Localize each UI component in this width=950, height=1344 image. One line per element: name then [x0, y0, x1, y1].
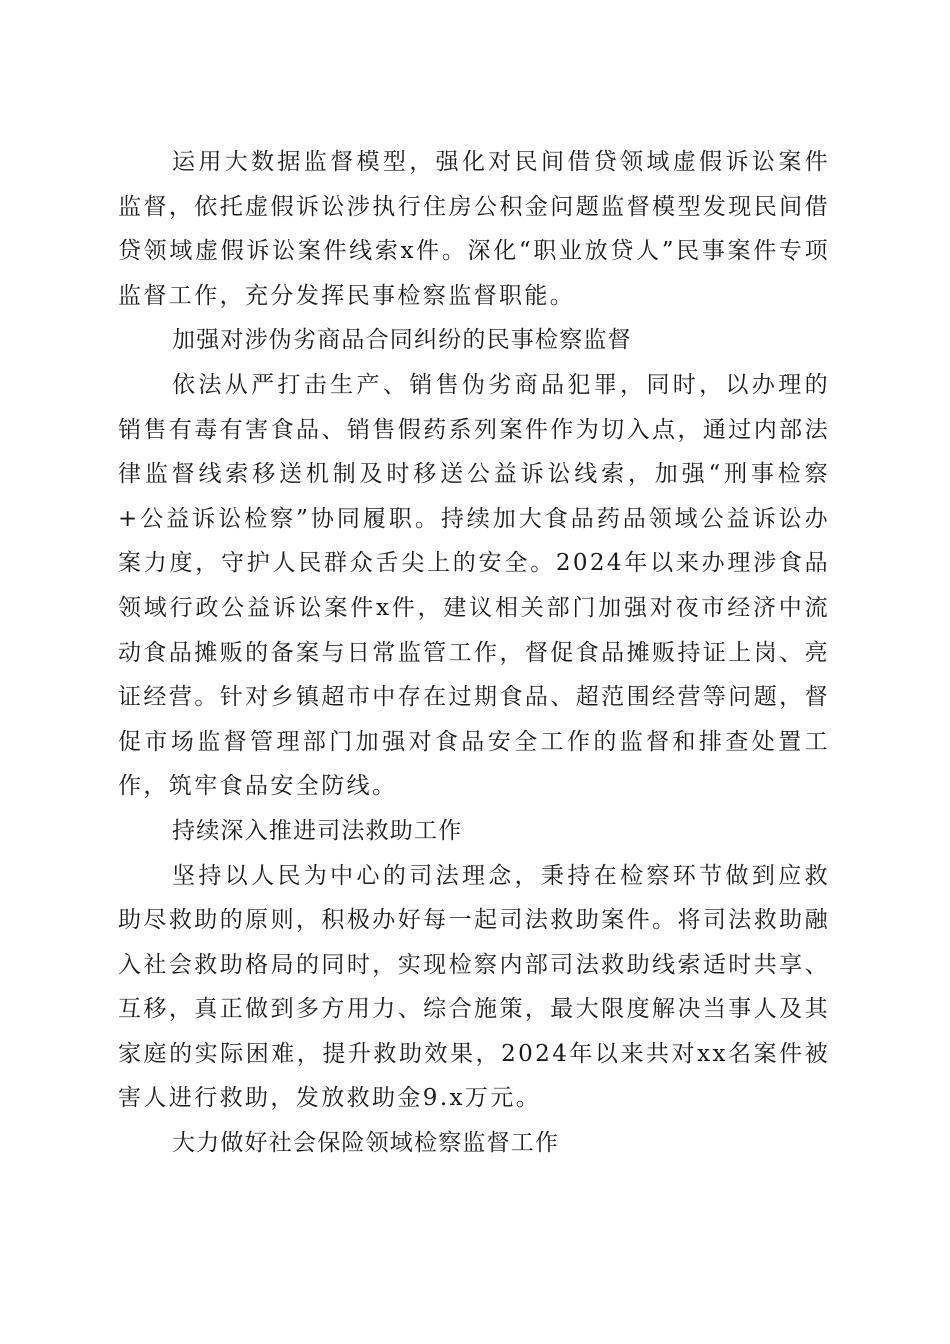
paragraph-big-data-supervision: 运用大数据监督模型，强化对民间借贷领域虚假诉讼案件监督，依托虚假诉讼涉执行住房公积金问题监督模型发现民间借贷领域虚假诉讼案件线索x件。深化“职业放贷人”民事案件专项监督工作，充分发挥民事检察监督职能。 — [118, 149, 830, 309]
paragraph-judicial-assistance: 坚持以人民为中心的司法理念，秉持在检察环节做到应救助尽救助的原则，积极办好每一起司法救助案件。将司法救助融入社会救助格局的同时，实现检察内部司法救助线索适时共享、互移，真正做到多方用力、综合施策，最大限度解决当事人及其家庭的实际困难，提升救助效果，2024年以来共对xx名案件被害人进行救助，发放救助金9.x万元。 — [118, 862, 830, 1112]
heading-counterfeit-goods-supervision: 加强对涉伪劣商品合同纠纷的民事检察监督 — [172, 327, 632, 354]
heading-judicial-assistance: 持续深入推进司法救助工作 — [172, 817, 463, 844]
heading-social-insurance-supervision: 大力做好社会保险领域检察监督工作 — [172, 1130, 560, 1157]
document-body — [118, 140, 830, 1166]
paragraph-food-drug-public-interest: 依法从严打击生产、销售伪劣商品犯罪，同时，以办理的销售有毒有害食品、销售假药系列案件作为切入点，通过内部法律监督线索移送机制及时移送公益诉讼线索，加强“刑事检察+公益诉讼检察”协同履职。持续加大食品药品领域公益诉讼办案力度，守护人民群众舌尖上的安全。2024年以来办理涉食品领域行政公益诉讼案件x件，建议相关部门加强对夜市经济中流动食品摊贩的备案与日常监管工作，督促食品摊贩持证上岗、亮证经营。针对乡镇超市中存在过期食品、超范围经营等问题，督促市场监督管理部门加强对食品安全工作的监督和排查处置工作，筑牢食品安全防线。 — [118, 371, 830, 800]
